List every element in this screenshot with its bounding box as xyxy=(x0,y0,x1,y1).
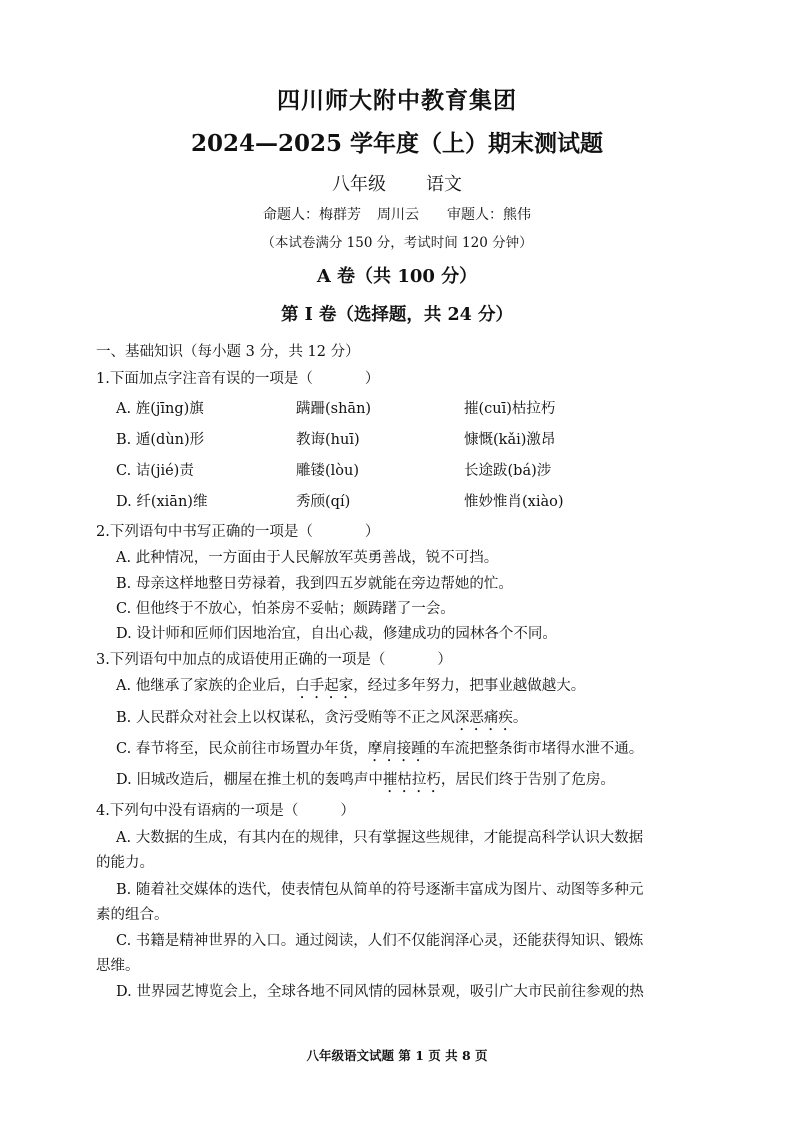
reviewer-label: 审题人： xyxy=(447,207,503,223)
question-1-text: 1.下面加点字注音有误的一项是（ xyxy=(96,371,313,387)
question-4-option-b-cont: 素的组合。 xyxy=(96,907,169,923)
option-a-1: A. 旌(jīng)旗 xyxy=(116,401,204,417)
option-c-1: C. 诘(jié)责 xyxy=(116,463,194,479)
marked-idiom: 摧枯拉朽 xyxy=(382,772,441,788)
section-heading: 一、基础知识（每小题 3 分，共 12 分） xyxy=(96,344,360,360)
option-text: B. 人民群众对社会上以权谋私，贪污受贿等不正之风 xyxy=(116,710,455,726)
authors-line xyxy=(0,204,794,224)
option-text: A. 他继承了家族的企业后， xyxy=(116,678,296,694)
exam-title: 2024—2025 学年度（上）期末测试题 xyxy=(190,130,604,157)
question-2-option-a: A. 此种情况，一方面由于人民解放军英勇善战，锐不可挡。 xyxy=(116,550,499,566)
question-4-text: 4.下列句中没有语病的一项是（ xyxy=(96,803,299,819)
question-2-stem xyxy=(96,520,379,541)
marked-idiom: 深恶痛疾 xyxy=(454,710,513,726)
author-1: 梅群芳 xyxy=(319,207,361,223)
part-heading: 第 I 卷（选择题，共 24 分） xyxy=(281,305,513,325)
question-3-stem xyxy=(96,648,452,669)
option-text: 。 xyxy=(512,710,528,726)
marked-idiom: 摩肩接踵 xyxy=(367,741,426,757)
question-1-close: ） xyxy=(364,371,380,387)
question-4-option-a: A. 大数据的生成，有其内在的规律，只有掌握这些规律，才能提高科学认识大数据 xyxy=(116,830,644,846)
option-text: ，居民们终于告别了危房。 xyxy=(440,772,615,788)
page-footer: 八年级语文试题 第 1 页 共 8 页 xyxy=(306,1048,488,1063)
option-d-1: D. 纤(xiān)维 xyxy=(116,494,208,510)
question-4-stem xyxy=(96,799,355,820)
marked-idiom: 白手起家 xyxy=(295,678,354,694)
option-text: ，经过多年努力，把事业越做越大。 xyxy=(353,678,586,694)
grade-subject xyxy=(0,170,794,196)
question-3-option-d xyxy=(116,768,615,796)
option-d-3: 惟妙惟肖(xiào) xyxy=(464,494,564,510)
reviewer-name: 熊伟 xyxy=(503,207,531,223)
question-2-option-c: C. 但他终于不放心，怕茶房不妥帖；颇踌躇了一会。 xyxy=(116,601,455,617)
option-a-2: 蹒跚(shān) xyxy=(296,401,372,417)
question-2-option-d: D. 设计师和匠师们因地治宜，自出心裁，修建成功的园林各个不同。 xyxy=(116,626,557,642)
exam-note: （本试卷满分 150 分，考试时间 120 分钟） xyxy=(261,235,533,251)
question-4-option-c-cont: 思维。 xyxy=(96,958,140,974)
grade-label: 八年级 xyxy=(332,174,386,195)
question-3-text: 3.下列语句中加点的成语使用正确的一项是（ xyxy=(96,652,386,668)
option-a-3: 摧(cuī)枯拉朽 xyxy=(464,401,556,417)
volume-heading: A 卷（共 100 分） xyxy=(316,266,478,287)
authors-label: 命题人： xyxy=(263,207,319,223)
option-c-3: 长途跋(bá)涉 xyxy=(464,463,552,479)
question-2-close: ） xyxy=(364,524,380,540)
question-4-option-d: D. 世界园艺博览会上，全球各地不同风情的园林景观，吸引广大市民前往参观的热 xyxy=(116,984,644,1000)
option-text: D. 旧城改造后，棚屋在推土机的轰鸣声中 xyxy=(116,772,383,788)
question-4-option-b: B. 随着社交媒体的迭代，使表情包从简单的符号逐渐丰富成为图片、动图等多种元 xyxy=(116,882,644,898)
option-text: C. 春节将至，民众前往市场置办年货， xyxy=(116,741,368,757)
school-name: 四川师大附中教育集团 xyxy=(277,87,517,114)
option-b-3: 慷慨(kǎi)激昂 xyxy=(464,432,556,448)
question-4-option-a-cont: 的能力。 xyxy=(96,855,154,871)
question-3-close: ） xyxy=(437,652,452,668)
question-4-option-c: C. 书籍是精神世界的入口。通过阅读，人们不仅能润泽心灵，还能获得知识、锻炼 xyxy=(116,933,644,949)
question-4-close: ） xyxy=(340,803,355,819)
option-b-2: 教诲(huī) xyxy=(296,432,360,448)
author-2: 周川云 xyxy=(377,207,419,223)
question-2-option-b: B. 母亲这样地整日劳禄着，我到四五岁就能在旁边帮她的忙。 xyxy=(116,576,513,592)
option-text: 的车流把整条街市堵得水泄不通。 xyxy=(425,741,644,757)
subject-label: 语文 xyxy=(426,174,462,195)
question-3-option-b xyxy=(116,706,527,734)
option-c-2: 雕镂(lòu) xyxy=(296,463,360,479)
question-3-option-c xyxy=(116,737,643,765)
option-b-1: B. 遁(dùn)形 xyxy=(116,432,205,448)
option-d-2: 秀颀(qí) xyxy=(296,494,351,510)
question-1-stem xyxy=(96,367,379,388)
question-3-option-a xyxy=(116,674,585,702)
question-2-text: 2.下列语句中书写正确的一项是（ xyxy=(96,524,313,540)
